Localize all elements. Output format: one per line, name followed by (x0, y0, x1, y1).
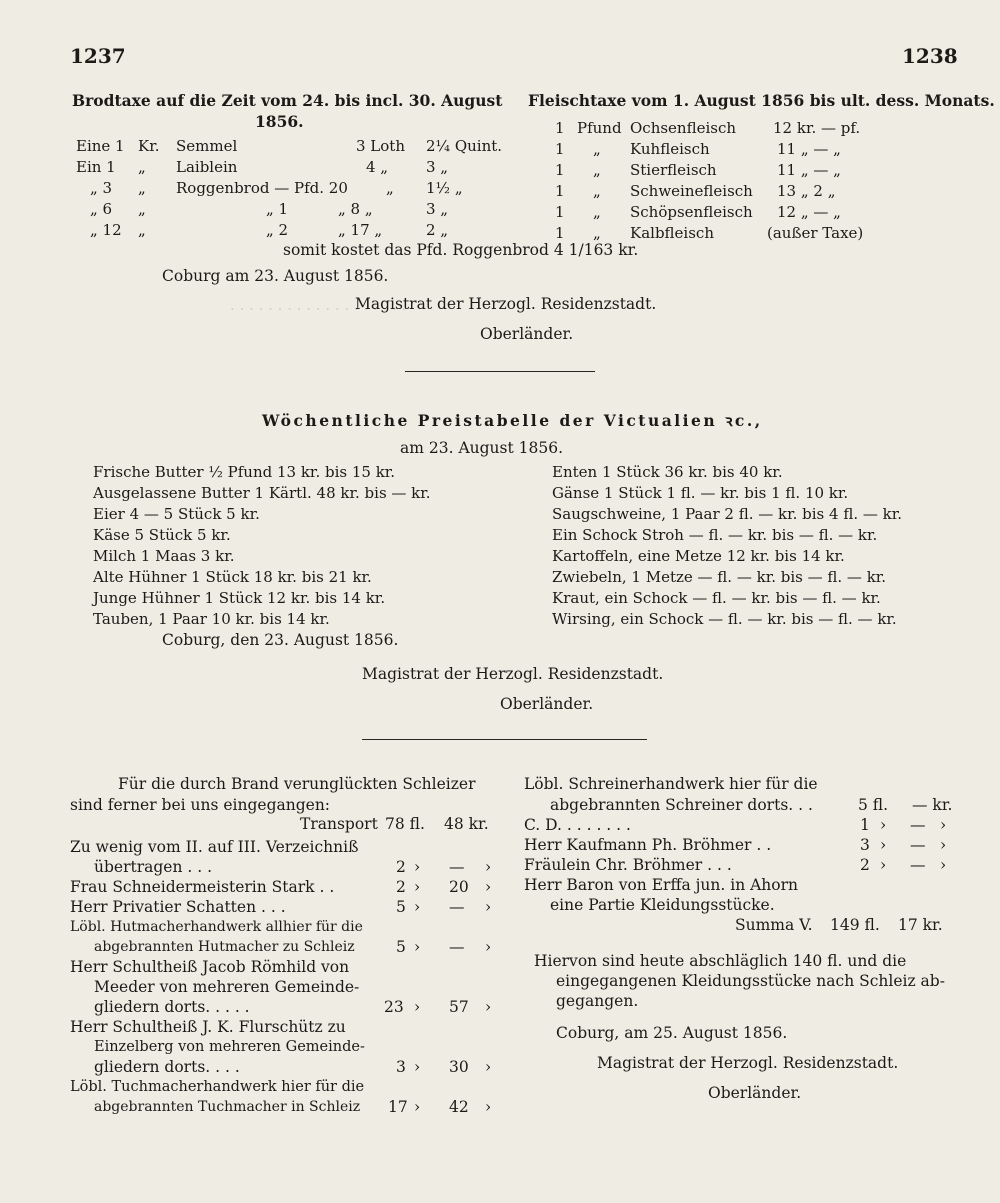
unit: „ (138, 200, 146, 218)
summa-kr: 17 kr. (898, 916, 943, 934)
price: 12 kr. — pf. (773, 119, 861, 137)
unit: Kr. (138, 137, 160, 155)
weight: 3 Loth (356, 137, 405, 155)
sep: › (485, 1058, 492, 1076)
fleischtaxe-table (555, 118, 955, 244)
page-number-left: 1237 (70, 44, 126, 68)
item: Semmel (176, 137, 238, 155)
preistabelle-right-list (552, 462, 982, 630)
sep: › (485, 998, 492, 1016)
donor-line: Löbl. Tuchmacherhandwerk hier für die (70, 1079, 365, 1095)
donor-line: Frau Schneidermeisterin Stark . . (70, 878, 335, 896)
preistabelle-authority: Magistrat der Herzogl. Residenzstadt. (362, 665, 664, 683)
donor-kr: — (449, 898, 465, 916)
item: Kuhfleisch (630, 140, 710, 158)
sub: 1½ „ (426, 179, 463, 197)
summa-fl: 149 fl. (830, 916, 880, 934)
brodtaxe-summary: somit kostet das Pfd. Roggenbrod 4 1/163 kr. (283, 241, 639, 259)
page-number-right: 1238 (902, 44, 958, 68)
donor-line: Herr Schultheiß Jacob Römhild von (70, 958, 350, 976)
preistabelle-signature: Oberländer. (500, 695, 594, 713)
donor-line: Herr Privatier Schatten . . . (70, 898, 286, 916)
donor-fl: 5 (396, 938, 406, 956)
price-item: Saugschweine, 1 Paar 2 fl. — kr. bis 4 fl. — kr. (552, 505, 903, 523)
fleischtaxe-row (555, 160, 955, 181)
preistabelle-date: Coburg, den 23. August 1856. (162, 631, 399, 649)
price: (außer Taxe) (767, 224, 864, 242)
spenden-signature: Oberländer. (708, 1084, 802, 1102)
sep: › (485, 898, 492, 916)
donor-line: gliedern dorts. . . . (94, 1058, 240, 1076)
price-item: Eier 4 — 5 Stück 5 kr. (93, 505, 260, 523)
donor-fl: 2 (396, 858, 406, 876)
sep: › (485, 938, 492, 956)
sep: › (940, 816, 947, 834)
unit: „ (593, 203, 601, 221)
price-item: Gänse 1 Stück 1 fl. — kr. bis 1 fl. 10 kr. (552, 484, 849, 502)
fleischtaxe-title: Fleischtaxe vom 1. August 1856 bis ult. dess. Monats. (528, 91, 995, 110)
qty: 1 (555, 161, 565, 179)
qty: 1 (555, 203, 565, 221)
bleed-through-text: · · · · · · · · · · · · · · · · · · · (230, 300, 407, 318)
donor-line: C. D. . . . . . . . (524, 816, 631, 834)
sep: › (880, 816, 887, 834)
sep: › (880, 856, 887, 874)
brodtaxe-date: Coburg am 23. August 1856. (162, 267, 389, 285)
brodtaxe-row (76, 157, 506, 178)
donor-line: abgebrannten Hutmacher zu Schleiz (94, 939, 355, 955)
weight: „ 8 „ (338, 200, 373, 218)
sep: › (485, 1098, 492, 1116)
item: Ochsenfleisch (630, 119, 737, 137)
donor-kr: 20 (449, 878, 469, 896)
brodtaxe-signature: Oberländer. (480, 325, 574, 343)
fleischtaxe-row (555, 202, 955, 223)
donor-line: Herr Schultheiß J. K. Flurschütz zu (70, 1018, 346, 1036)
donor-kr: — kr. (912, 796, 953, 814)
sub: 2¼ Quint. (426, 137, 503, 155)
weight: „ (386, 179, 394, 197)
item: Schweinefleisch (630, 182, 753, 200)
qty: „ 3 (90, 179, 113, 197)
brodtaxe-title: Brodtaxe auf die Zeit vom 24. bis incl. 30. August (72, 91, 503, 110)
price-item: Milch 1 Maas 3 kr. (93, 547, 235, 565)
donor-kr: 57 (449, 998, 469, 1016)
item: „ 2 (266, 221, 289, 239)
price-item: Wirsing, ein Schock — fl. — kr. bis — fl. — kr. (552, 610, 897, 628)
donor-kr: 42 (449, 1098, 469, 1116)
price-item: Junge Hühner 1 Stück 12 kr. bis 14 kr. (93, 589, 386, 607)
spenden-date: Coburg, am 25. August 1856. (556, 1024, 788, 1042)
weight: 4 „ (366, 158, 389, 176)
unit: „ (138, 158, 146, 176)
unit: „ (138, 221, 146, 239)
price-item: Zwiebeln, 1 Metze — fl. — kr. bis — fl. — kr. (552, 568, 887, 586)
price-item: Tauben, 1 Paar 10 kr. bis 14 kr. (93, 610, 330, 628)
price: 11 „ — „ (777, 161, 841, 179)
price-item: Kraut, ein Schock — fl. — kr. bis — fl. — kr. (552, 589, 881, 607)
spenden-intro: Für die durch Brand verunglückten Schleizer (118, 775, 476, 793)
donor-fl: 5 fl. (858, 796, 889, 814)
brodtaxe-table (76, 136, 506, 241)
qty: 1 (555, 140, 565, 158)
brodtaxe-row (76, 199, 506, 220)
sep: › (414, 858, 421, 876)
summa-label: Summa V. (735, 916, 813, 934)
sub: 3 „ (426, 200, 449, 218)
price-item: Alte Hühner 1 Stück 18 kr. bis 21 kr. (93, 568, 372, 586)
fleischtaxe-row (555, 118, 955, 139)
price: 13 „ 2 „ (777, 182, 836, 200)
sub: 2 „ (426, 221, 449, 239)
donor-line: gliedern dorts. . . . . (94, 998, 250, 1016)
donor-kr: — (910, 856, 926, 874)
donor-fl: 1 (860, 816, 870, 834)
qty: Ein 1 (76, 158, 116, 176)
item: „ 1 (266, 200, 289, 218)
price-item: Frische Butter ½ Pfund 13 kr. bis 15 kr. (93, 463, 396, 481)
sep: › (940, 836, 947, 854)
unit: „ (593, 224, 601, 242)
preistabelle-date-line: am 23. August 1856. (400, 439, 564, 457)
transport-fl: 78 fl. (385, 815, 425, 833)
price-item: Käse 5 Stück 5 kr. (93, 526, 231, 544)
donor-line: übertragen . . . (94, 858, 213, 876)
fleischtaxe-row (555, 139, 955, 160)
brodtaxe-row (76, 136, 506, 157)
closing-line: gegangen. (556, 992, 639, 1010)
brodtaxe-title-year: 1856. (255, 112, 304, 131)
donor-line: Fräulein Chr. Bröhmer . . . (524, 856, 732, 874)
donor-kr: — (449, 858, 465, 876)
brodtaxe-authority: Magistrat der Herzogl. Residenzstadt. (355, 295, 657, 313)
brodtaxe-row (76, 178, 506, 199)
sep: › (485, 878, 492, 896)
spenden-intro-2: sind ferner bei uns eingegangen: (70, 796, 331, 814)
column-gutter (512, 770, 513, 1130)
divider-rule (405, 371, 595, 372)
donor-fl: 2 (860, 856, 870, 874)
fleischtaxe-row (555, 223, 955, 244)
unit: „ (593, 161, 601, 179)
donor-fl: 3 (860, 836, 870, 854)
preistabelle-title: Wöchentliche Preistabelle der Victualien ꝛc., (262, 411, 763, 430)
price-item: Ausgelassene Butter 1 Kärtl. 48 kr. bis — kr. (93, 484, 431, 502)
unit: „ (593, 182, 601, 200)
donor-line: abgebrannten Tuchmacher in Schleiz (94, 1099, 361, 1115)
unit: Pfund (577, 119, 622, 137)
donor-line: Meeder von mehreren Gemeinde- (94, 978, 360, 996)
donor-fl: 5 (396, 898, 406, 916)
donor-kr: 30 (449, 1058, 469, 1076)
donor-fl: 2 (396, 878, 406, 896)
donor-line: Löbl. Schreinerhandwerk hier für die (524, 775, 818, 793)
sep: › (414, 898, 421, 916)
sep: › (414, 1098, 421, 1116)
divider-rule (362, 739, 647, 740)
unit: „ (138, 179, 146, 197)
closing-line: eingegangenen Kleidungsstücke nach Schleiz ab- (556, 972, 945, 990)
sep: › (414, 878, 421, 896)
qty: 1 (555, 182, 565, 200)
sep: › (414, 938, 421, 956)
price: 11 „ — „ (777, 140, 841, 158)
item: Laiblein (176, 158, 238, 176)
sep: › (880, 836, 887, 854)
donor-kr: — (910, 836, 926, 854)
transport-kr: 48 kr. (444, 815, 489, 833)
donor-line: Einzelberg von mehreren Gemeinde- (94, 1039, 365, 1055)
donor-line: Löbl. Hutmacherhandwerk allhier für die (70, 919, 363, 935)
qty: 1 (555, 119, 565, 137)
item: Kalbfleisch (630, 224, 714, 242)
price-item: Kartoffeln, eine Metze 12 kr. bis 14 kr. (552, 547, 845, 565)
donor-kr: — (910, 816, 926, 834)
donor-line: Herr Kaufmann Ph. Bröhmer . . (524, 836, 772, 854)
donor-kr: — (449, 938, 465, 956)
donor-fl: 23 (384, 998, 404, 1016)
sep: › (414, 998, 421, 1016)
item: Stierfleisch (630, 161, 717, 179)
sep: › (940, 856, 947, 874)
donor-fl: 17 (388, 1098, 408, 1116)
preistabelle-left-list (93, 462, 523, 630)
donor-line: Herr Baron von Erffa jun. in Ahorn (524, 876, 799, 894)
donor-line: eine Partie Kleidungsstücke. (550, 896, 775, 914)
brodtaxe-row (76, 220, 506, 241)
sub: 3 „ (426, 158, 449, 176)
donor-line: Zu wenig vom II. auf III. Verzeichniß (70, 838, 359, 856)
weight: „ 17 „ (338, 221, 383, 239)
item: Roggenbrod — Pfd. 20 (176, 179, 348, 197)
fleischtaxe-row (555, 181, 955, 202)
qty: 1 (555, 224, 565, 242)
qty: Eine 1 (76, 137, 125, 155)
sep: › (485, 858, 492, 876)
closing-line: Hiervon sind heute abschläglich 140 fl. und die (534, 952, 907, 970)
qty: „ 6 (90, 200, 113, 218)
price-item: Enten 1 Stück 36 kr. bis 40 kr. (552, 463, 783, 481)
qty: „ 12 (90, 221, 122, 239)
unit: „ (593, 140, 601, 158)
spenden-authority: Magistrat der Herzogl. Residenzstadt. (597, 1054, 899, 1072)
sep: › (414, 1058, 421, 1076)
item: Schöpsenfleisch (630, 203, 753, 221)
price: 12 „ — „ (777, 203, 841, 221)
price-item: Ein Schock Stroh — fl. — kr. bis — fl. — kr. (552, 526, 878, 544)
transport-label: Transport (300, 815, 378, 833)
donor-fl: 3 (396, 1058, 406, 1076)
donor-line: abgebrannten Schreiner dorts. . . (550, 796, 813, 814)
